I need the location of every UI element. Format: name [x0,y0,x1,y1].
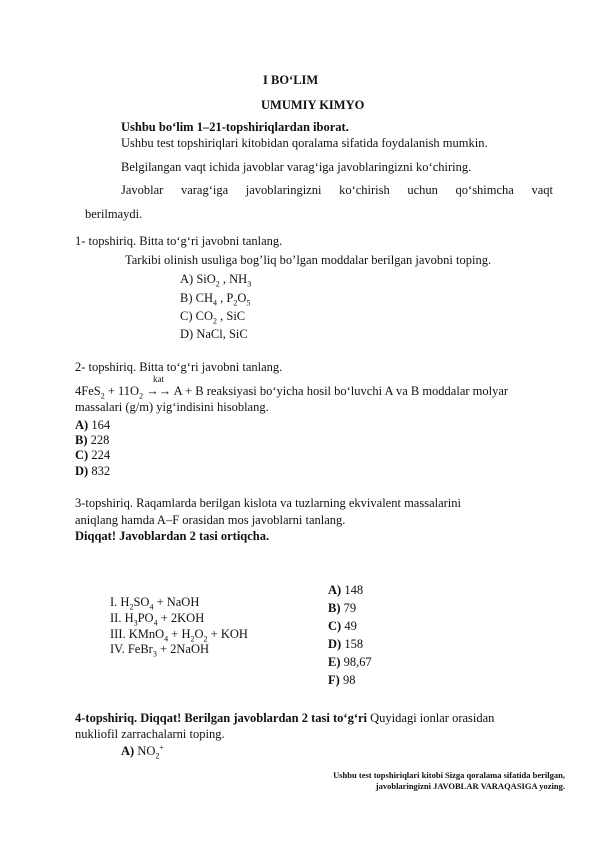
q2-option-c[interactable]: C) 224 [75,448,111,462]
q3-line-2: aniqlang hamda A–F orasidan mos javoblarni tanlang. [75,513,346,527]
q4-title: 4-topshiriq. Diqqat! Berilgan javoblardan 2 tasi to‘g‘ri Quyidagi ionlar orasidan [75,711,495,725]
q2-line-2: massalari (g/m) yig‘indisini hisoblang. [75,400,269,414]
q3-item-1: I. $H_2SO_4$ + NaOH [110,595,200,612]
intro-word: ko‘chirish [339,183,390,197]
intro-word: qo‘shimcha [455,183,514,197]
intro-word: vaqt [531,183,553,197]
intro-line-5: berilmaydi. [85,207,143,221]
q4-option-a[interactable]: A) $NO_2^+$ [121,742,164,761]
q1-text: Tarkibi olinish usuliga bog’liq bo’lgan moddalar berilgan javobni toping. [125,253,492,267]
intro-word: javoblaringizni [245,183,322,197]
q1-option-d[interactable]: D) NaCl, SiC [180,327,248,341]
q2-equation-line: $4FeS_2 + 11O_2 \to\to A + B$ reaksiyasi bo‘yicha hosil bo‘luvchi A va B moddalar molyar [75,384,509,401]
q3-warning: Diqqat! Javoblardan 2 tasi ortiqcha. [75,529,270,543]
q2-title: 2- topshiriq. Bitta to‘g‘ri javobni tanlang. [75,360,283,374]
intro-line-1: Ushbu bo‘lim 1–21-topshiriqlardan iborat. [121,120,349,134]
intro-line-2: Ushbu test topshiriqlari kitobidan qoralama sifatida foydalanish mumkin. [121,136,488,150]
intro-word: varag‘iga [180,183,229,197]
reaction-arrow: →→ [143,384,174,398]
q1-option-c[interactable]: C) $CO_2$ , SiC [180,309,246,326]
q2-option-b[interactable]: B) 228 [75,433,110,447]
page-footer-note: Ushbu test topshiriqlari kitobi Sizga qoralama sifatida berilgan, javoblaringizni JAVOBLAR VARAQASIGA yozing. [333,770,565,792]
q3-answer-e[interactable]: E) 98,67 [328,655,372,669]
q2-option-a[interactable]: A) 164 [75,418,111,432]
q3-answer-a[interactable]: A) 148 [328,583,364,597]
q3-line-1: 3-topshiriq. Raqamlarda berilgan kislota va tuzlarning ekvivalent massalarini [75,496,461,510]
intro-line-3: Belgilangan vaqt ichida javoblar varag‘iga javoblaringizni ko‘chiring. [121,160,472,174]
q3-item-4: IV. FeBr$_3$ + 2NaOH [110,642,210,659]
q3-item-3: III. KMnO$_4$ + $H_2O_2$ + KOH [110,627,248,644]
intro-word: Javoblar [121,183,164,197]
subject-title: UMUMIY KIMYO [261,98,365,112]
q3-answer-c[interactable]: C) 49 [328,619,357,633]
q3-answer-d[interactable]: D) 158 [328,637,364,651]
q4-line-2: nukliofil zarrachalarni toping. [75,727,225,741]
q3-answer-b[interactable]: B) 79 [328,601,357,615]
intro-line-4 [121,183,553,198]
q1-option-a[interactable]: A) SiO$_2$ , $NH_3$ [180,272,252,289]
q3-answer-f[interactable]: F) 98 [328,673,356,687]
q2-option-d[interactable]: D) 832 [75,464,111,478]
q1-option-b[interactable]: B) $CH_4$ , $P_2O_5$ [180,291,251,308]
q3-item-2: II. $H_3PO_4 + 2KOH$ [110,611,205,628]
catalyst-label: kat [153,374,164,384]
q1-title: 1- topshiriq. Bitta to‘g‘ri javobni tanlang. [75,234,283,248]
section-title: I BO‘LIM [263,73,319,87]
intro-word: uchun [407,183,438,197]
